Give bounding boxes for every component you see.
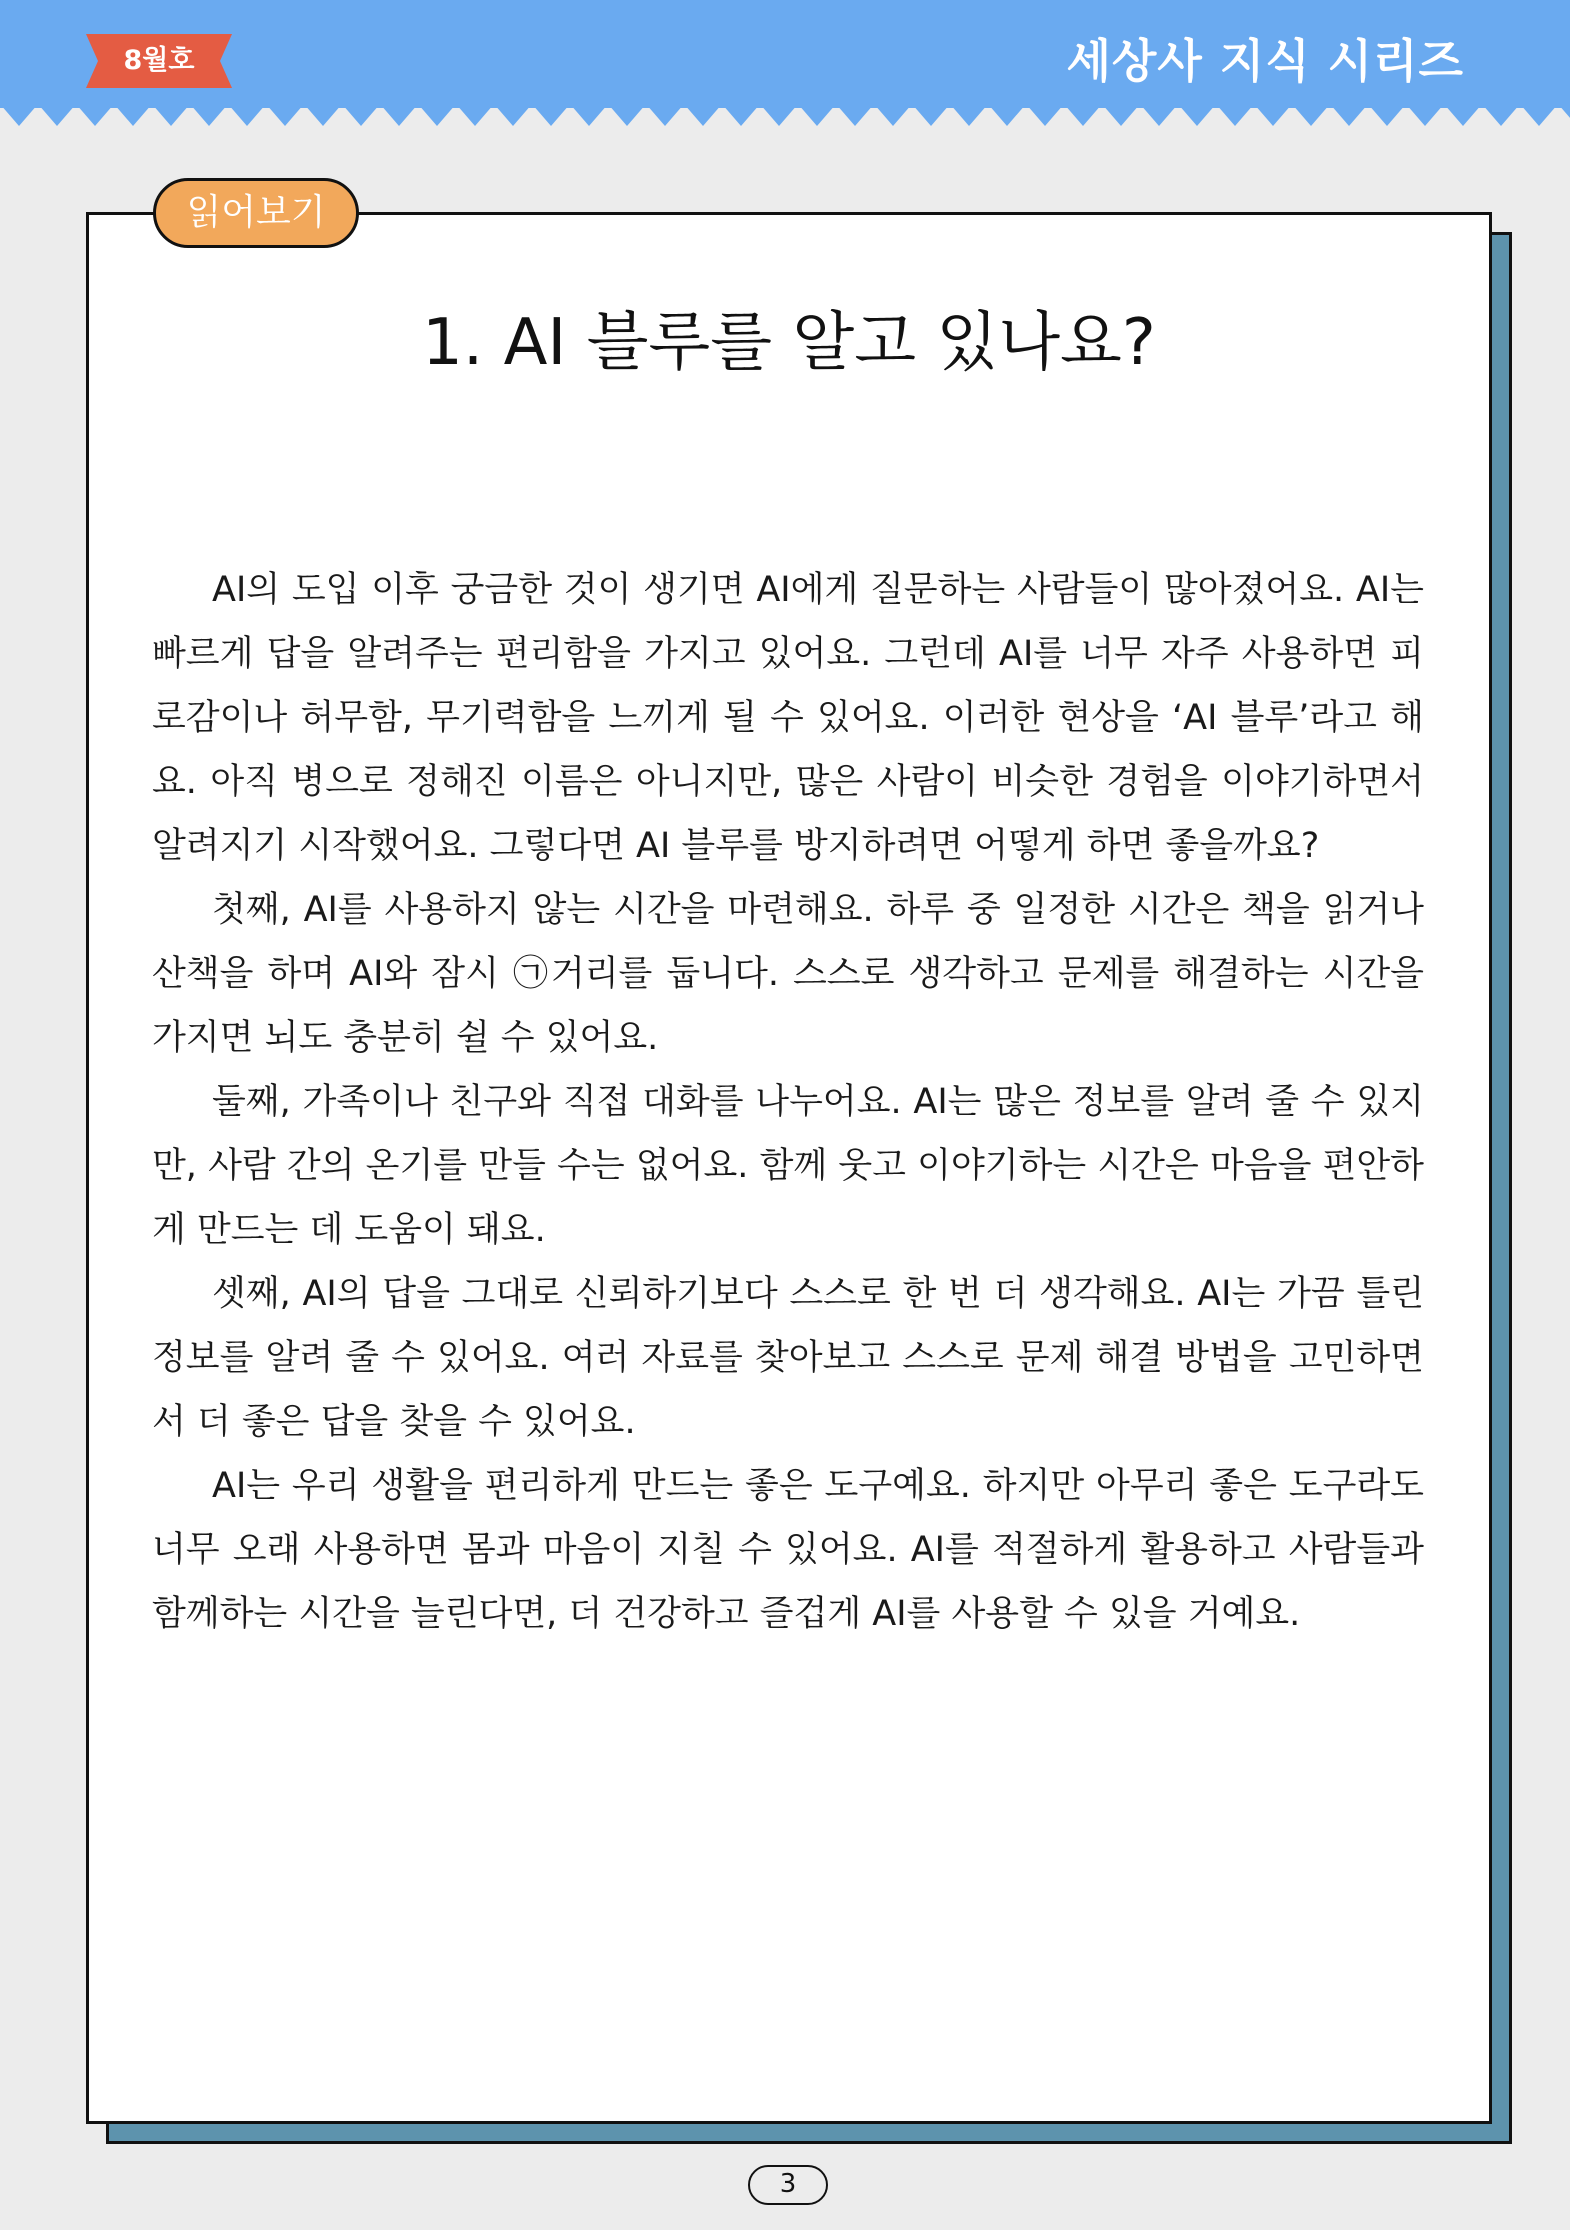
paragraph-second: 둘째, 가족이나 친구와 직접 대화를 나누어요. AI는 많은 정보를 알려 줄 수 있지만, 사람 간의 온기를 만들 수는 없어요. 함께 웃고 이야기하는 시간은 마음을 편안하게 만드는 데 도움이 돼요. [152, 1082, 1424, 1250]
issue-tag-label: 8월호 [123, 45, 195, 76]
section-label-pill: 읽어보기 [153, 178, 359, 248]
header-zigzag-edge [0, 104, 1570, 130]
page-title: 1. AI 블루를 알고 있나요? [422, 306, 1156, 380]
paragraph-intro: AI의 도입 이후 궁금한 것이 생기면 AI에게 질문하는 사람들이 많아졌어요. AI는 빠르게 답을 알려주는 편리함을 가지고 있어요. 그런데 AI를 너무 자주 사용하면 피로감이나 허무함, 무기력함을 느끼게 될 수 있어요. 이러한 현상을 ‘AI 블루’라고 해요. 아직 병으로 정해진 이름은 아니지만, 많은 사람이 비슷한 경험을 이야기하면서 알려지기 시작했어요. 그렇다면 AI 블루를 방지하려면 어떻게 하면 좋을까요? [152, 570, 1424, 866]
series-title: 세상사 지식 시리즈 [1066, 34, 1464, 88]
paragraph-first: 첫째, AI를 사용하지 않는 시간을 마련해요. 하루 중 일정한 시간은 책을 읽거나 산책을 하며 AI와 잠시 ㉠거리를 둡니다. 스스로 생각하고 문제를 해결하는 시간을 가지면 뇌도 충분히 쉴 수 있어요. [152, 890, 1424, 1058]
issue-tag [86, 34, 232, 88]
paragraph-third: 셋째, AI의 답을 그대로 신뢰하기보다 스스로 한 번 더 생각해요. AI는 가끔 틀린 정보를 알려 줄 수 있어요. 여러 자료를 찾아보고 스스로 문제 해결 방법을 고민하면서 더 좋은 답을 찾을 수 있어요. [152, 1274, 1424, 1442]
page-number: 3 [748, 2165, 828, 2205]
paragraph-conclusion: AI는 우리 생활을 편리하게 만드는 좋은 도구예요. 하지만 아무리 좋은 도구라도 너무 오래 사용하면 몸과 마음이 지칠 수 있어요. AI를 적절하게 활용하고 사람들과 함께하는 시간을 늘린다면, 더 건강하고 즐겁게 AI를 사용할 수 있을 거예요. [152, 1466, 1424, 1634]
article-body [152, 558, 1424, 1646]
